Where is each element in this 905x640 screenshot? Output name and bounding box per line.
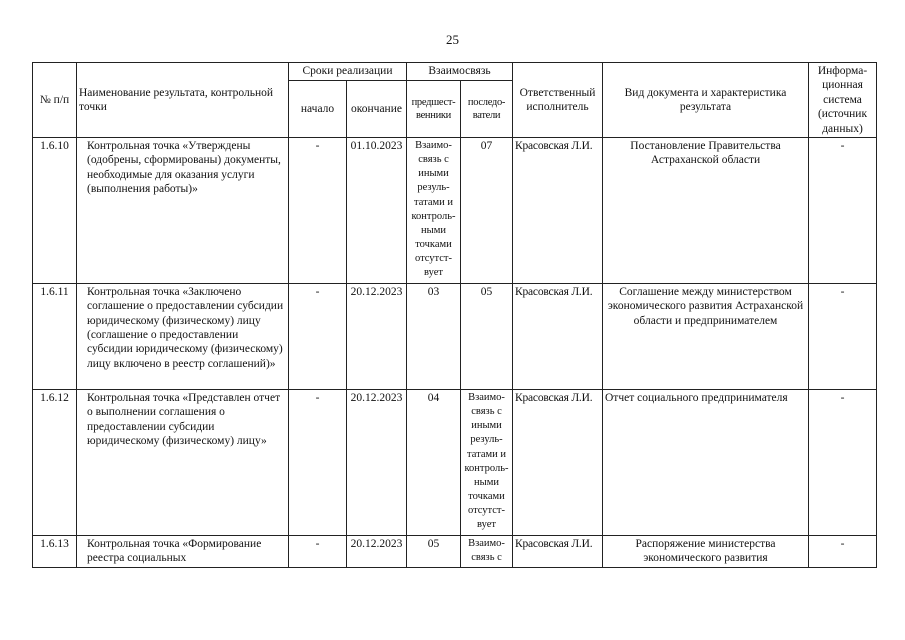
row-info: -: [809, 389, 877, 535]
table-header: [33, 63, 877, 138]
row-start: -: [289, 137, 347, 283]
row-doc: Постановление Правительства Астраханской области: [603, 137, 809, 283]
header-name: Наименование результата, контрольной точки: [77, 63, 289, 138]
table-row: [33, 535, 877, 567]
table-row: [33, 137, 877, 283]
row-info: -: [809, 137, 877, 283]
header-doc-type: Вид документа и характеристика результата: [603, 63, 809, 138]
row-start: -: [289, 389, 347, 535]
row-name: Контрольная точка «Формирование реестра социальных: [77, 535, 289, 567]
row-end: 20.12.2023: [347, 389, 407, 535]
row-end: 20.12.2023: [347, 283, 407, 389]
row-successors: Взаимо-связь с: [461, 535, 513, 567]
header-predecessors: предшест-венники: [407, 80, 461, 137]
row-predecessors: 05: [407, 535, 461, 567]
table-row: [33, 389, 877, 535]
row-name: Контрольная точка «Заключено соглашение о предоставлении субсидии юридическому (физическому) лицу (соглашение о предоставлении субсидии юридическому (физическому) лицу включено в реестр соглашений)»: [77, 283, 289, 389]
header-start: начало: [289, 80, 347, 137]
plan-table: [32, 62, 877, 568]
row-num: 1.6.13: [33, 535, 77, 567]
row-responsible: Красовская Л.И.: [513, 137, 603, 283]
row-successors: 05: [461, 283, 513, 389]
row-end: 20.12.2023: [347, 535, 407, 567]
row-start: -: [289, 535, 347, 567]
row-name: Контрольная точка «Утверждены (одобрены, сформированы) документы, необходимые для оказания услуги (выполнения работы)»: [77, 137, 289, 283]
row-num: 1.6.12: [33, 389, 77, 535]
row-num: 1.6.10: [33, 137, 77, 283]
header-periods: Сроки реализации: [289, 63, 407, 81]
row-predecessors: 03: [407, 283, 461, 389]
header-successors: последо-ватели: [461, 80, 513, 137]
row-info: -: [809, 283, 877, 389]
header-responsible: Ответственный исполнитель: [513, 63, 603, 138]
page-number: 25: [446, 32, 459, 47]
table-row: [33, 283, 877, 389]
row-predecessors: Взаимо-связь с иными резуль-татами и контроль-ными точками отсутст-вует: [407, 137, 461, 283]
row-predecessors: 04: [407, 389, 461, 535]
header-info-system: Информа-ционная система (источник данных): [809, 63, 877, 138]
row-start: -: [289, 283, 347, 389]
header-end: окончание: [347, 80, 407, 137]
row-doc: Распоряжение министерства экономического развития: [603, 535, 809, 567]
row-responsible: Красовская Л.И.: [513, 389, 603, 535]
row-responsible: Красовская Л.И.: [513, 535, 603, 567]
row-responsible: Красовская Л.И.: [513, 283, 603, 389]
row-end: 01.10.2023: [347, 137, 407, 283]
row-successors: Взаимо-связь с иными резуль-татами и контроль-ными точками отсутст-вует: [461, 389, 513, 535]
row-doc: Отчет социального предпринимателя: [603, 389, 809, 535]
row-successors: 07: [461, 137, 513, 283]
row-info: -: [809, 535, 877, 567]
row-name: Контрольная точка «Представлен отчет о выполнении соглашения о предоставлении субсидии юридическому (физическому) лицу»: [77, 389, 289, 535]
row-doc: Соглашение между министерством экономического развития Астраханской области и предпринимателем: [603, 283, 809, 389]
row-num: 1.6.11: [33, 283, 77, 389]
header-num: № п/п: [33, 63, 77, 138]
header-relations: Взаимосвязь: [407, 63, 513, 81]
